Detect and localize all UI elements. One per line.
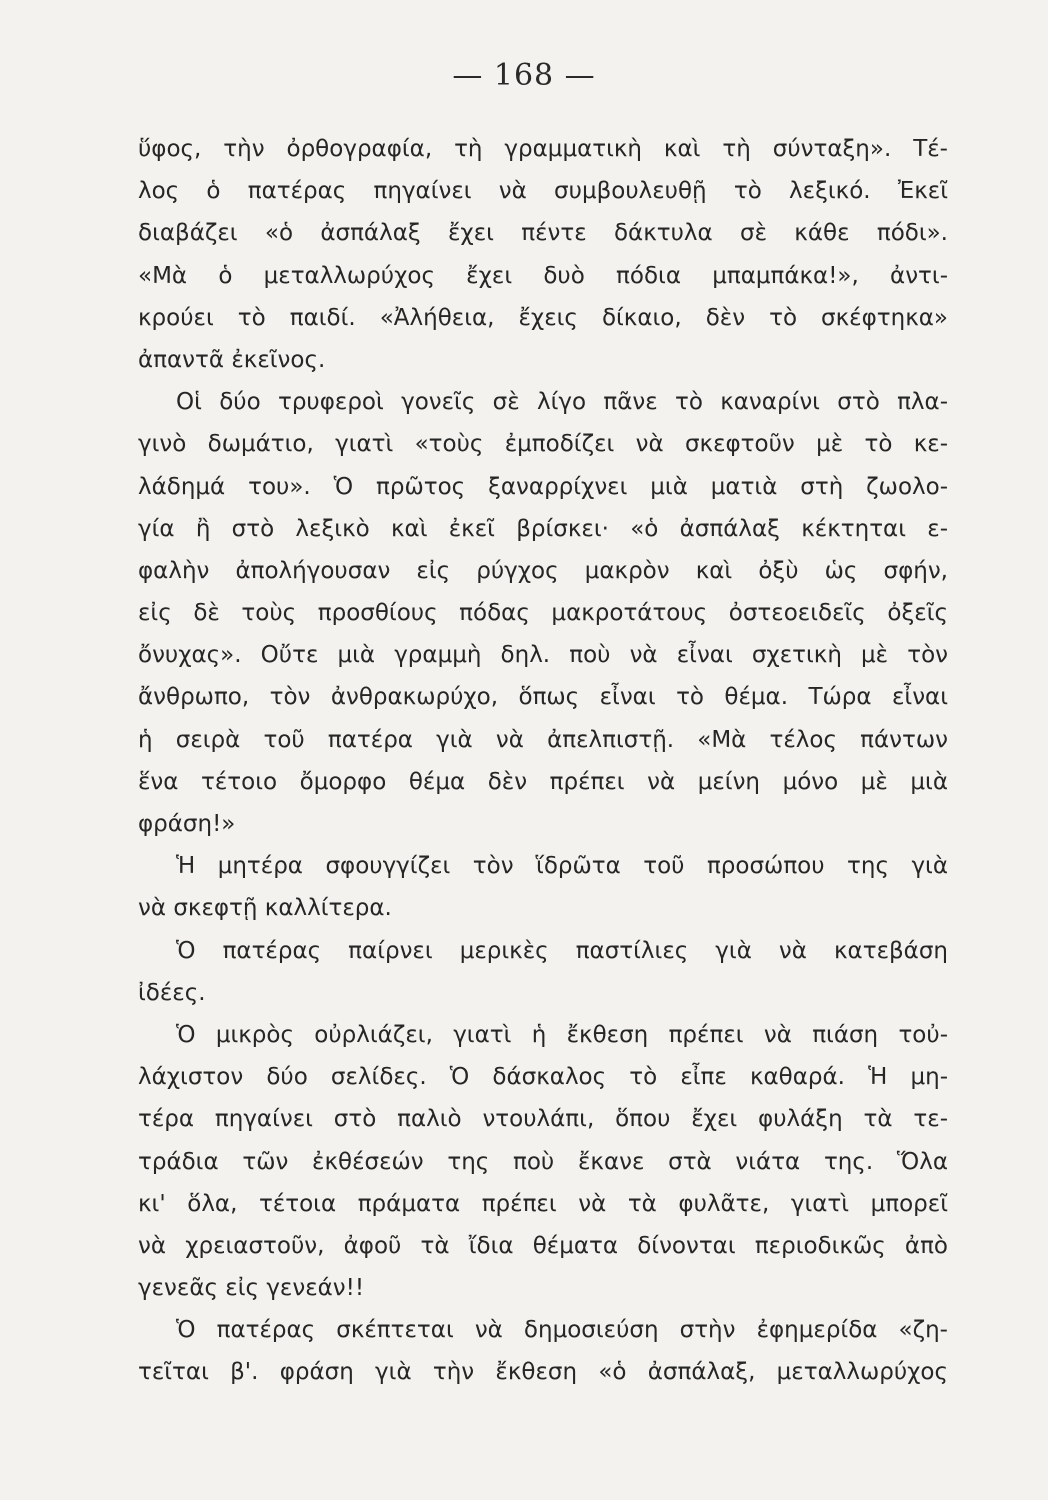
text-line: «Μὰ ὁ μεταλλωρύχος ἔχει δυὸ πόδια μπαμπάκα!», ἀντι-	[138, 262, 948, 289]
text-line: λάδημά του». Ὁ πρῶτος ξαναρρίχνει μιὰ ματιὰ στὴ ζωολο-	[138, 473, 948, 500]
text-line: Ὁ μικρὸς οὐρλιάζει, γιατὶ ἡ ἔκθεση πρέπει νὰ πιάση τοὐ-	[176, 1021, 948, 1048]
text-line: τεῖται β'. φράση γιὰ τὴν ἔκθεση «ὁ ἀσπάλαξ, μεταλλωρύχος	[138, 1359, 948, 1386]
text-line: τράδια τῶν ἐκθέσεών της ποὺ ἔκανε στὰ νιάτα της. Ὅλα	[138, 1148, 948, 1175]
text-line: ἄνθρωπο, τὸν ἀνθρακωρύχο, ὅπως εἶναι τὸ θέμα. Τώρα εἶναι	[138, 684, 948, 711]
text-line: κρούει τὸ παιδί. «Ἀλήθεια, ἔχεις δίκαιο, δὲν τὸ σκέφτηκα»	[138, 304, 948, 331]
text-line: φράση!»	[138, 811, 236, 837]
text-line: ἕνα τέτοιο ὄμορφο θέμα δὲν πρέπει νὰ μείνη μόνο μὲ μιὰ	[138, 768, 948, 795]
text-line: ἀπαντᾶ ἐκεῖνος.	[138, 346, 326, 373]
text-line: ὕφος, τὴν ὀρθογραφία, τὴ γραμματικὴ καὶ τὴ σύνταξη». Τέ-	[138, 136, 948, 162]
text-line: γία ἢ στὸ λεξικὸ καὶ ἐκεῖ βρίσκει· «ὁ ἀσπάλαξ κέκτηται ε-	[138, 515, 948, 542]
text-line: ἰδέες.	[138, 979, 206, 1006]
text-line: Ἡ μητέρα σφουγγίζει τὸν ἵδρῶτα τοῦ προσώπου της γιὰ	[176, 853, 948, 880]
text-line: Ὁ πατέρας σκέπτεται νὰ δημοσιεύση στὴν ἐφημερίδα «ζη-	[176, 1317, 948, 1344]
text-line: φαλὴν ἀπολήγουσαν εἰς ρύγχος μακρὸν καὶ ὀξὺ ὡς σφήν,	[138, 557, 948, 584]
text-line: λος ὁ πατέρας πηγαίνει νὰ συμβουλευθῇ τὸ λεξικό. Ἐκεῖ	[138, 178, 948, 205]
text-line: εἰς δὲ τοὺς προσθίους πόδας μακροτάτους ὀστεοειδεῖς ὀξεῖς	[138, 600, 948, 627]
text-line: νὰ χρειαστοῦν, ἀφοῦ τὰ ἴδια θέματα δίνονται περιοδικῶς ἀπὸ	[138, 1232, 948, 1259]
text-line: ἡ σειρὰ τοῦ πατέρα γιὰ νὰ ἀπελπιστῇ. «Μὰ τέλος πάντων	[138, 726, 948, 753]
text-line: λάχιστον δύο σελίδες. Ὁ δάσκαλος τὸ εἶπε καθαρά. Ἡ μη-	[138, 1064, 948, 1091]
text-line: διαβάζει «ὁ ἀσπάλαξ ἔχει πέντε δάκτυλα σὲ κάθε πόδι».	[138, 220, 948, 247]
text-line: τέρα πηγαίνει στὸ παλιὸ ντουλάπι, ὅπου ἔχει φυλάξη τὰ τε-	[138, 1106, 948, 1133]
text-line: νὰ σκεφτῇ καλλίτερα.	[138, 895, 392, 922]
text-line: γινὸ δωμάτιο, γιατὶ «τοὺς ἐμποδίζει νὰ σκεφτοῦν μὲ τὸ κε-	[138, 431, 948, 458]
text-line: κι' ὅλα, τέτοια πράματα πρέπει νὰ τὰ φυλᾶτε, γιατὶ μπορεῖ	[138, 1190, 948, 1217]
text-line: γενεᾶς εἰς γενεάν!!	[138, 1275, 365, 1302]
text-line: Οἱ δύο τρυφεροὶ γονεῖς σὲ λίγο πᾶνε τὸ καναρίνι στὸ πλα-	[176, 389, 948, 416]
text-line: Ὁ πατέρας παίρνει μερικὲς παστίλιες γιὰ νὰ κατεβάση	[176, 937, 948, 964]
body-text	[138, 128, 948, 1394]
page-number: — 168 —	[452, 58, 596, 93]
text-line: ὄνυχας». Οὔτε μιὰ γραμμὴ δηλ. ποὺ νὰ εἶναι σχετικὴ μὲ τὸν	[138, 642, 948, 669]
